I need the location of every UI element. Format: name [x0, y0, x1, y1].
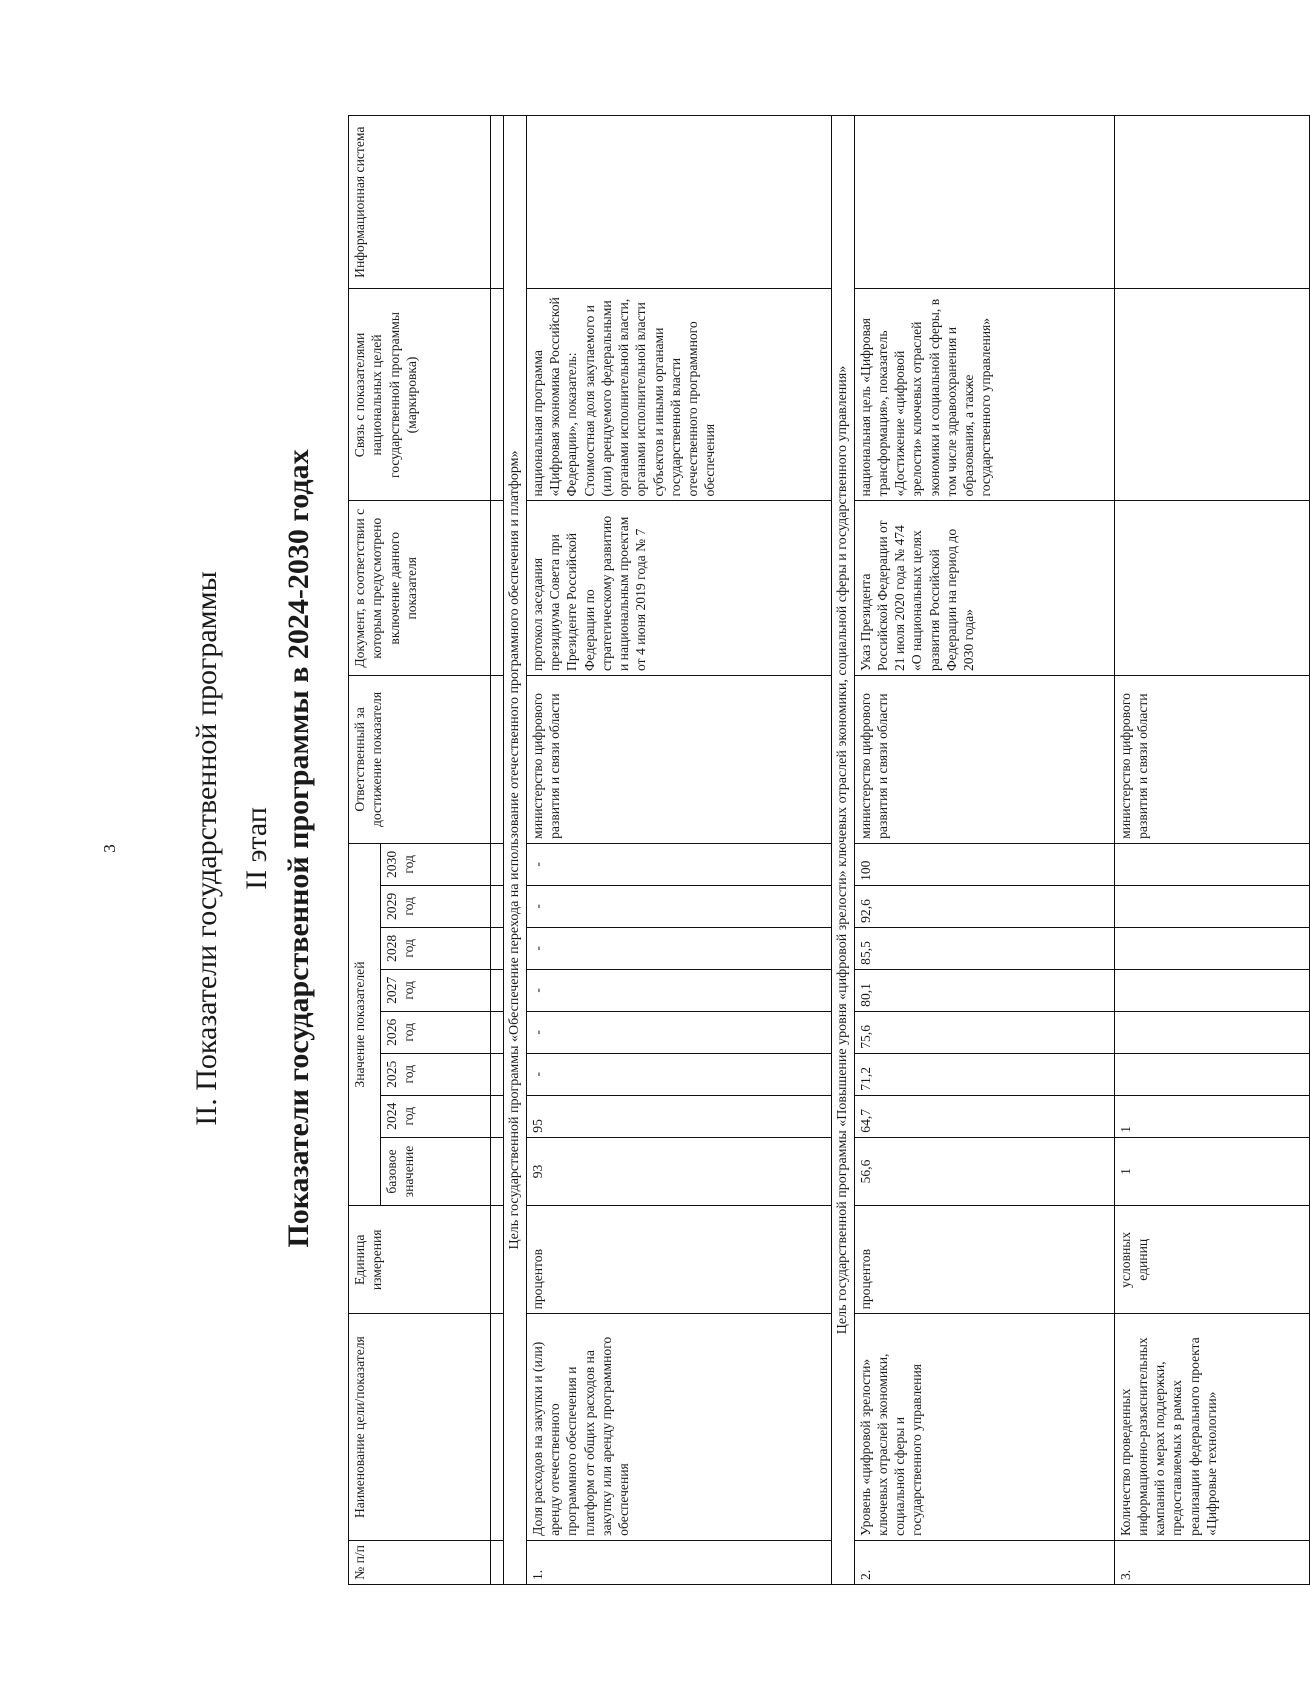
table-title: Показатели государственной программы в 2024-2030 годах — [282, 449, 315, 1248]
goal-row-1 — [504, 116, 527, 1585]
row-responsible: министерство цифрового развития и связи области — [1114, 676, 1309, 844]
header-2025: 2025 год — [381, 1053, 491, 1095]
row-2030: 100 — [854, 843, 1114, 885]
header-num: № п/п — [349, 1540, 491, 1584]
row-2029 — [1114, 885, 1309, 927]
goal-1-text: Цель государственной программы «Обеспечение перехода на использование отечественного программного обеспечения и платформ» — [504, 116, 527, 1585]
row-2025 — [1114, 1053, 1309, 1095]
row-unit: процентов — [526, 1206, 831, 1314]
header-2030: 2030 год — [381, 843, 491, 885]
row-2028 — [1114, 927, 1309, 969]
row-document: Указ Президента Российской Федерации от 21 июля 2020 года № 474 «О национальных целях развития Российской Федерации на период до 2030 года» — [854, 501, 1114, 676]
row-infosys — [526, 116, 831, 289]
table-row — [526, 116, 831, 1585]
row-infosys — [1114, 116, 1309, 289]
header-document: Документ, в соответствии с которым предусмотрено включение данного показателя — [349, 501, 491, 676]
row-link — [1114, 289, 1309, 501]
header-values-group: Значение показателей — [349, 843, 381, 1205]
row-responsible: министерство цифрового развития и связи области — [526, 676, 831, 844]
row-unit: процентов — [854, 1206, 1114, 1314]
header-infosys: Информационная система — [349, 116, 491, 289]
header-2029: 2029 год — [381, 885, 491, 927]
row-2024: 1 — [1114, 1095, 1309, 1137]
header-base: базовое значение — [381, 1137, 491, 1205]
row-num: 2. — [854, 1540, 1114, 1584]
row-2029: - — [526, 885, 831, 927]
row-num: 1. — [526, 1540, 831, 1584]
row-2024: 95 — [526, 1095, 831, 1137]
row-2026: - — [526, 1011, 831, 1053]
row-name: Доля расходов на закупки и (или) аренду отечественного программного обеспечения и платформ от общих расходов на закупку или аренду программного обеспечения — [526, 1314, 831, 1540]
header-2024: 2024 год — [381, 1095, 491, 1137]
row-unit: условных единиц — [1114, 1206, 1309, 1314]
header-2028: 2028 год — [381, 927, 491, 969]
row-link: национальная цель «Цифровая трансформация», показатель «Достижение «цифровой зрелости» ключевых отраслей экономики и социальной сферы, в том числе здравоохранения и образования, а также государственного управления» — [854, 289, 1114, 501]
row-base: 1 — [1114, 1137, 1309, 1205]
row-2025: 71,2 — [854, 1053, 1114, 1095]
stage-title: II этап — [240, 807, 273, 890]
row-name: Уровень «цифровой зрелости» ключевых отраслей экономики, социальной сферы и государственного управления — [854, 1314, 1114, 1540]
row-2029: 92,6 — [854, 885, 1114, 927]
row-name: Количество проведенных информационно-разъяснительных кампаний о мерах поддержки, предоставляемых в рамках реализации федерального проекта «Цифровые технологии» — [1114, 1314, 1309, 1540]
header-name: Наименование цели/показателя — [349, 1314, 491, 1540]
goal-row-2 — [831, 116, 854, 1585]
header-2026: 2026 год — [381, 1011, 491, 1053]
row-2027 — [1114, 969, 1309, 1011]
row-document — [1114, 501, 1309, 676]
row-document: протокол заседания президиума Совета при Президенте Российской Федерации по стратегическому развитию и национальным проектам от 4 июня 2019 года № 7 — [526, 501, 831, 676]
goal-2-text: Цель государственной программы «Повышение уровня «цифровой зрелости» ключевых отраслей экономики, социальной сферы и государственного управления» — [831, 116, 854, 1585]
row-num: 3. — [1114, 1540, 1309, 1584]
section-title: II. Показатели государственной программы — [190, 571, 223, 1126]
page-number: 3 — [100, 844, 119, 853]
row-2026: 75,6 — [854, 1011, 1114, 1053]
row-base: 93 — [526, 1137, 831, 1205]
indicators-table — [348, 115, 1310, 1585]
row-2024: 64,7 — [854, 1095, 1114, 1137]
header-row — [349, 116, 381, 1585]
row-2030 — [1114, 843, 1309, 885]
header-unit: Единица измерения — [349, 1206, 491, 1314]
table-row — [854, 116, 1114, 1585]
header-link: Связь с показателями национальных целей государственной программы (маркировка) — [349, 289, 491, 501]
row-infosys — [854, 116, 1114, 289]
header-responsible: Ответственный за достижение показателя — [349, 676, 491, 844]
row-2028: 85,5 — [854, 927, 1114, 969]
row-base: 56,6 — [854, 1137, 1114, 1205]
row-link: национальная программа «Цифровая экономика Российской Федерации», показатель: Стоимостная доля закупаемого и (или) арендуемого федеральными органами исполнительной власти, органами исполнительной власти субъектов и иными органами государственной власти отечественного программного обеспечения — [526, 289, 831, 501]
row-2028: - — [526, 927, 831, 969]
table-row — [1114, 116, 1309, 1585]
row-2025: - — [526, 1053, 831, 1095]
row-2026 — [1114, 1011, 1309, 1053]
spacer-row — [491, 116, 504, 1585]
row-responsible: министерство цифрового развития и связи области — [854, 676, 1114, 844]
header-2027: 2027 год — [381, 969, 491, 1011]
row-2030: - — [526, 843, 831, 885]
row-2027: 80,1 — [854, 969, 1114, 1011]
row-2027: - — [526, 969, 831, 1011]
